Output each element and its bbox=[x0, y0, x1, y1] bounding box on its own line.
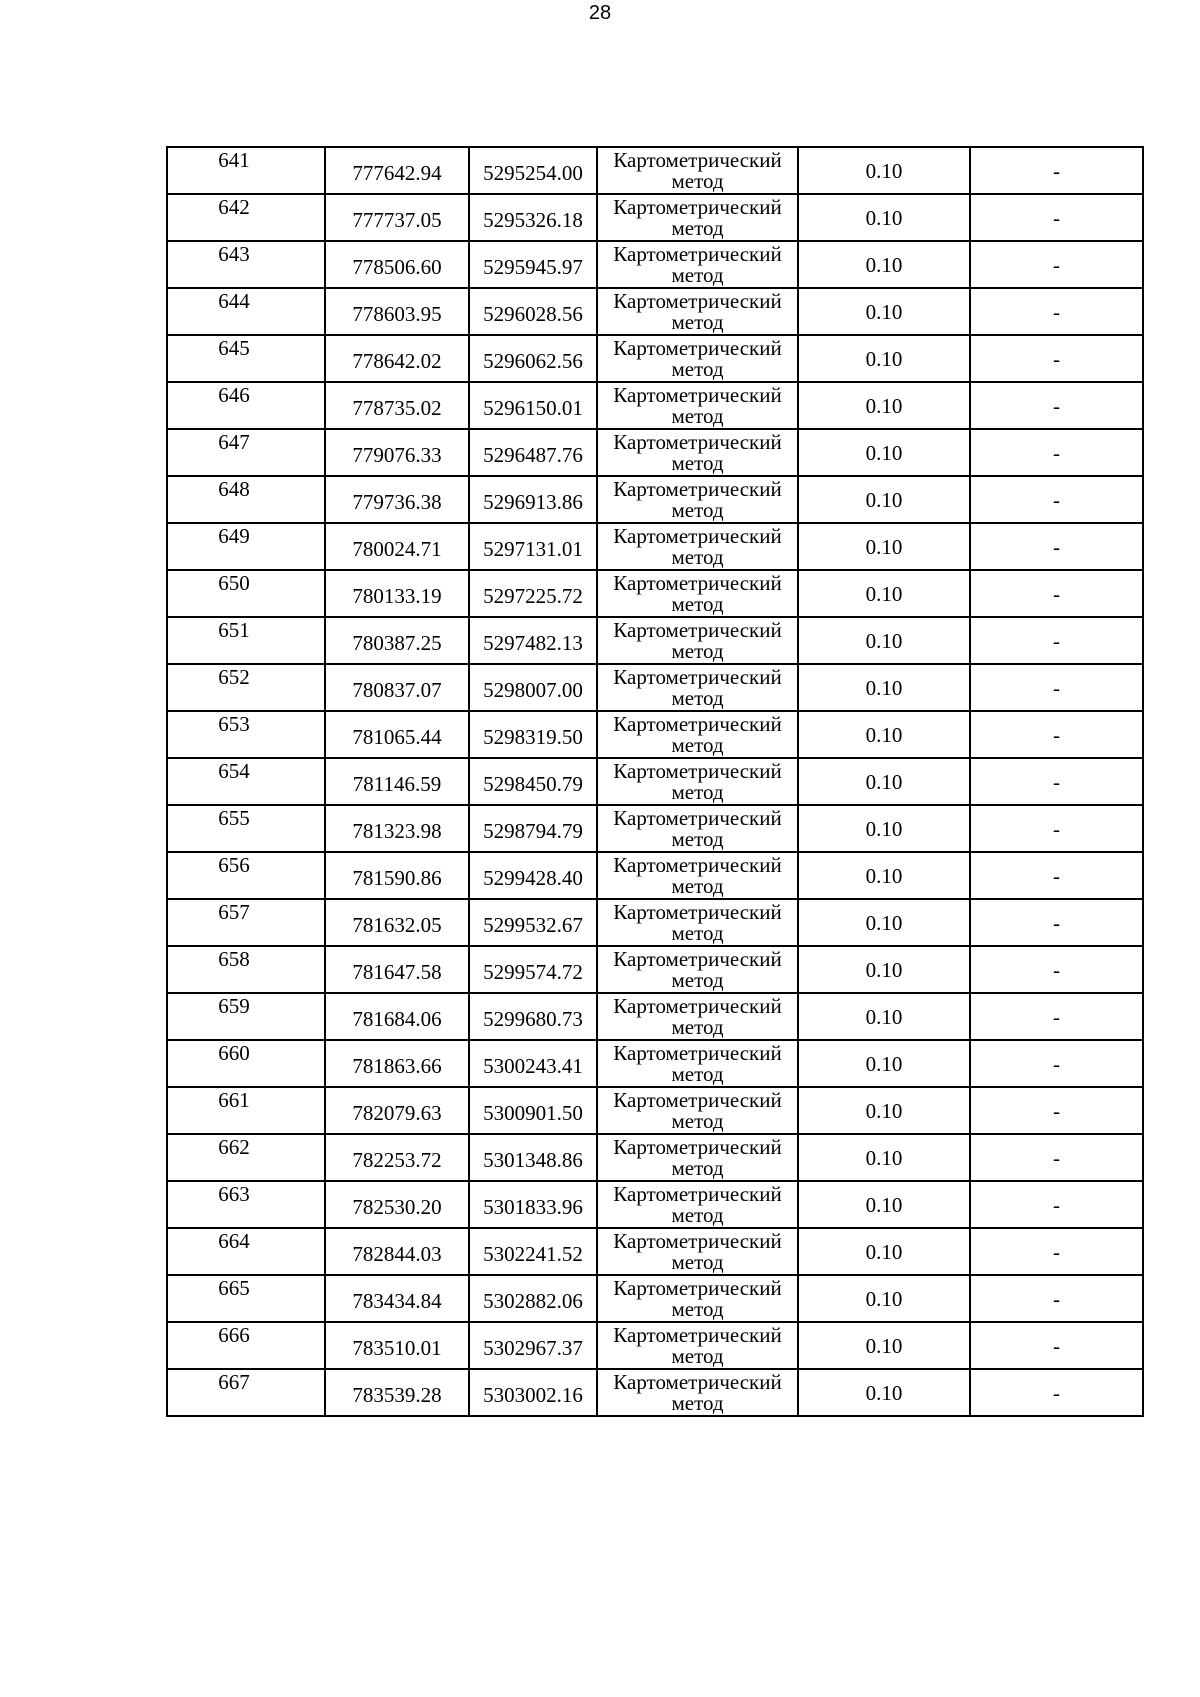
method-line-2: метод bbox=[671, 168, 724, 193]
point-number: 652 bbox=[218, 665, 250, 689]
note-value: - bbox=[970, 570, 1143, 617]
point-number: 645 bbox=[218, 336, 250, 360]
note-value: - bbox=[970, 899, 1143, 946]
point-number: 657 bbox=[218, 900, 250, 924]
point-number-cell bbox=[167, 852, 325, 899]
point-number-cell bbox=[167, 1040, 325, 1087]
point-number-cell bbox=[167, 288, 325, 335]
accuracy-value: 0.10 bbox=[798, 1369, 970, 1416]
method-line-1: Картометрический bbox=[613, 1228, 782, 1253]
note-value: - bbox=[970, 758, 1143, 805]
point-number: 643 bbox=[218, 242, 250, 266]
point-number: 650 bbox=[218, 571, 250, 595]
method-line-1: Картометрический bbox=[613, 194, 782, 219]
x-coordinate: 783510.01 bbox=[325, 1322, 469, 1369]
method-cell bbox=[597, 523, 798, 570]
method-line-1: Картометрический bbox=[613, 382, 782, 407]
table-row bbox=[167, 1322, 1143, 1369]
point-number-cell bbox=[167, 617, 325, 664]
x-coordinate: 781590.86 bbox=[325, 852, 469, 899]
accuracy-value: 0.10 bbox=[798, 288, 970, 335]
x-coordinate: 777642.94 bbox=[325, 147, 469, 194]
accuracy-value: 0.10 bbox=[798, 899, 970, 946]
method-cell bbox=[597, 1228, 798, 1275]
note-value: - bbox=[970, 1322, 1143, 1369]
note-value: - bbox=[970, 1087, 1143, 1134]
method-cell bbox=[597, 429, 798, 476]
method-line-1: Картометрический bbox=[613, 523, 782, 548]
x-coordinate: 781863.66 bbox=[325, 1040, 469, 1087]
method-line-2: метод bbox=[671, 356, 724, 381]
x-coordinate: 781632.05 bbox=[325, 899, 469, 946]
y-coordinate: 5303002.16 bbox=[469, 1369, 597, 1416]
point-number-cell bbox=[167, 335, 325, 382]
point-number: 654 bbox=[218, 759, 250, 783]
note-value: - bbox=[970, 194, 1143, 241]
y-coordinate: 5299680.73 bbox=[469, 993, 597, 1040]
point-number: 662 bbox=[218, 1135, 250, 1159]
method-line-2: метод bbox=[671, 497, 724, 522]
point-number: 663 bbox=[218, 1182, 250, 1206]
y-coordinate: 5296150.01 bbox=[469, 382, 597, 429]
method-cell bbox=[597, 476, 798, 523]
method-line-1: Картометрический bbox=[613, 1040, 782, 1065]
table-row bbox=[167, 852, 1143, 899]
table-row bbox=[167, 758, 1143, 805]
method-line-2: метод bbox=[671, 873, 724, 898]
method-cell bbox=[597, 617, 798, 664]
table-row bbox=[167, 1134, 1143, 1181]
method-line-2: метод bbox=[671, 967, 724, 992]
point-number: 655 bbox=[218, 806, 250, 830]
method-line-2: метод bbox=[671, 544, 724, 569]
y-coordinate: 5295326.18 bbox=[469, 194, 597, 241]
point-number-cell bbox=[167, 1228, 325, 1275]
y-coordinate: 5296062.56 bbox=[469, 335, 597, 382]
point-number: 660 bbox=[218, 1041, 250, 1065]
method-line-1: Картометрический bbox=[613, 1087, 782, 1112]
table-row bbox=[167, 1275, 1143, 1322]
point-number-cell bbox=[167, 1134, 325, 1181]
accuracy-value: 0.10 bbox=[798, 1087, 970, 1134]
x-coordinate: 782253.72 bbox=[325, 1134, 469, 1181]
x-coordinate: 782079.63 bbox=[325, 1087, 469, 1134]
note-value: - bbox=[970, 147, 1143, 194]
point-number: 651 bbox=[218, 618, 250, 642]
point-number: 647 bbox=[218, 430, 250, 454]
table-row bbox=[167, 805, 1143, 852]
table-row bbox=[167, 993, 1143, 1040]
x-coordinate: 778642.02 bbox=[325, 335, 469, 382]
accuracy-value: 0.10 bbox=[798, 805, 970, 852]
note-value: - bbox=[970, 1040, 1143, 1087]
x-coordinate: 780133.19 bbox=[325, 570, 469, 617]
point-number: 653 bbox=[218, 712, 250, 736]
method-cell bbox=[597, 1369, 798, 1416]
point-number: 642 bbox=[218, 195, 250, 219]
point-number-cell bbox=[167, 1181, 325, 1228]
method-cell bbox=[597, 1322, 798, 1369]
accuracy-value: 0.10 bbox=[798, 429, 970, 476]
x-coordinate: 783434.84 bbox=[325, 1275, 469, 1322]
method-line-2: метод bbox=[671, 779, 724, 804]
table-row bbox=[167, 899, 1143, 946]
x-coordinate: 782844.03 bbox=[325, 1228, 469, 1275]
table-row bbox=[167, 1228, 1143, 1275]
y-coordinate: 5297482.13 bbox=[469, 617, 597, 664]
y-coordinate: 5299532.67 bbox=[469, 899, 597, 946]
y-coordinate: 5297131.01 bbox=[469, 523, 597, 570]
x-coordinate: 777737.05 bbox=[325, 194, 469, 241]
y-coordinate: 5296913.86 bbox=[469, 476, 597, 523]
note-value: - bbox=[970, 382, 1143, 429]
y-coordinate: 5302241.52 bbox=[469, 1228, 597, 1275]
y-coordinate: 5296487.76 bbox=[469, 429, 597, 476]
point-number: 659 bbox=[218, 994, 250, 1018]
method-line-1: Картометрический bbox=[613, 852, 782, 877]
note-value: - bbox=[970, 664, 1143, 711]
point-number: 644 bbox=[218, 289, 250, 313]
note-value: - bbox=[970, 852, 1143, 899]
y-coordinate: 5296028.56 bbox=[469, 288, 597, 335]
point-number: 658 bbox=[218, 947, 250, 971]
note-value: - bbox=[970, 335, 1143, 382]
y-coordinate: 5301833.96 bbox=[469, 1181, 597, 1228]
point-number: 649 bbox=[218, 524, 250, 548]
method-line-1: Картометрический bbox=[613, 899, 782, 924]
point-number-cell bbox=[167, 711, 325, 758]
x-coordinate: 782530.20 bbox=[325, 1181, 469, 1228]
y-coordinate: 5297225.72 bbox=[469, 570, 597, 617]
method-cell bbox=[597, 382, 798, 429]
point-number-cell bbox=[167, 1275, 325, 1322]
method-line-1: Картометрический bbox=[613, 993, 782, 1018]
point-number-cell bbox=[167, 899, 325, 946]
accuracy-value: 0.10 bbox=[798, 1322, 970, 1369]
page-number: 28 bbox=[588, 2, 612, 24]
x-coordinate: 780024.71 bbox=[325, 523, 469, 570]
x-coordinate: 779736.38 bbox=[325, 476, 469, 523]
method-line-1: Картометрический bbox=[613, 476, 782, 501]
table-row bbox=[167, 1369, 1143, 1416]
accuracy-value: 0.10 bbox=[798, 758, 970, 805]
method-line-1: Картометрический bbox=[613, 946, 782, 971]
method-cell bbox=[597, 147, 798, 194]
coordinates-table bbox=[166, 146, 1144, 1417]
table-row bbox=[167, 664, 1143, 711]
x-coordinate: 780837.07 bbox=[325, 664, 469, 711]
method-line-2: метод bbox=[671, 1202, 724, 1227]
accuracy-value: 0.10 bbox=[798, 194, 970, 241]
method-cell bbox=[597, 711, 798, 758]
table-row bbox=[167, 288, 1143, 335]
y-coordinate: 5298319.50 bbox=[469, 711, 597, 758]
y-coordinate: 5302882.06 bbox=[469, 1275, 597, 1322]
y-coordinate: 5298794.79 bbox=[469, 805, 597, 852]
point-number: 656 bbox=[218, 853, 250, 877]
y-coordinate: 5298450.79 bbox=[469, 758, 597, 805]
method-cell bbox=[597, 1181, 798, 1228]
note-value: - bbox=[970, 429, 1143, 476]
method-line-1: Картометрический bbox=[613, 758, 782, 783]
accuracy-value: 0.10 bbox=[798, 993, 970, 1040]
table-row bbox=[167, 476, 1143, 523]
table-row bbox=[167, 335, 1143, 382]
point-number-cell bbox=[167, 476, 325, 523]
accuracy-value: 0.10 bbox=[798, 1228, 970, 1275]
method-line-2: метод bbox=[671, 1249, 724, 1274]
note-value: - bbox=[970, 1369, 1143, 1416]
method-line-2: метод bbox=[671, 1296, 724, 1321]
x-coordinate: 781647.58 bbox=[325, 946, 469, 993]
method-line-1: Картометрический bbox=[613, 1181, 782, 1206]
note-value: - bbox=[970, 1228, 1143, 1275]
accuracy-value: 0.10 bbox=[798, 852, 970, 899]
point-number-cell bbox=[167, 993, 325, 1040]
accuracy-value: 0.10 bbox=[798, 617, 970, 664]
method-line-2: метод bbox=[671, 685, 724, 710]
method-line-2: метод bbox=[671, 591, 724, 616]
table-row bbox=[167, 523, 1143, 570]
method-cell bbox=[597, 664, 798, 711]
y-coordinate: 5300243.41 bbox=[469, 1040, 597, 1087]
method-cell bbox=[597, 1087, 798, 1134]
accuracy-value: 0.10 bbox=[798, 664, 970, 711]
table-row bbox=[167, 570, 1143, 617]
accuracy-value: 0.10 bbox=[798, 476, 970, 523]
method-cell bbox=[597, 241, 798, 288]
point-number-cell bbox=[167, 1087, 325, 1134]
point-number: 661 bbox=[218, 1088, 250, 1112]
method-line-2: метод bbox=[671, 1390, 724, 1415]
method-line-1: Картометрический bbox=[613, 1322, 782, 1347]
x-coordinate: 779076.33 bbox=[325, 429, 469, 476]
table-row bbox=[167, 382, 1143, 429]
table-row bbox=[167, 617, 1143, 664]
y-coordinate: 5301348.86 bbox=[469, 1134, 597, 1181]
method-line-2: метод bbox=[671, 215, 724, 240]
method-line-2: метод bbox=[671, 732, 724, 757]
x-coordinate: 781146.59 bbox=[325, 758, 469, 805]
note-value: - bbox=[970, 1275, 1143, 1322]
method-line-2: метод bbox=[671, 1061, 724, 1086]
accuracy-value: 0.10 bbox=[798, 946, 970, 993]
x-coordinate: 778735.02 bbox=[325, 382, 469, 429]
point-number-cell bbox=[167, 570, 325, 617]
method-line-1: Картометрический bbox=[613, 1275, 782, 1300]
y-coordinate: 5302967.37 bbox=[469, 1322, 597, 1369]
accuracy-value: 0.10 bbox=[798, 335, 970, 382]
method-line-2: метод bbox=[671, 638, 724, 663]
table-row bbox=[167, 711, 1143, 758]
method-cell bbox=[597, 1040, 798, 1087]
point-number-cell bbox=[167, 664, 325, 711]
point-number: 665 bbox=[218, 1276, 250, 1300]
table-row bbox=[167, 147, 1143, 194]
accuracy-value: 0.10 bbox=[798, 241, 970, 288]
method-cell bbox=[597, 194, 798, 241]
point-number-cell bbox=[167, 1322, 325, 1369]
method-cell bbox=[597, 335, 798, 382]
point-number-cell bbox=[167, 758, 325, 805]
method-line-2: метод bbox=[671, 262, 724, 287]
method-line-2: метод bbox=[671, 826, 724, 851]
accuracy-value: 0.10 bbox=[798, 1134, 970, 1181]
accuracy-value: 0.10 bbox=[798, 1040, 970, 1087]
table-body bbox=[167, 147, 1143, 1416]
accuracy-value: 0.10 bbox=[798, 1275, 970, 1322]
method-line-1: Картометрический bbox=[613, 429, 782, 454]
point-number: 667 bbox=[218, 1370, 250, 1394]
method-line-1: Картометрический bbox=[613, 570, 782, 595]
table-row bbox=[167, 241, 1143, 288]
point-number: 666 bbox=[218, 1323, 250, 1347]
accuracy-value: 0.10 bbox=[798, 1181, 970, 1228]
accuracy-value: 0.10 bbox=[798, 523, 970, 570]
note-value: - bbox=[970, 805, 1143, 852]
point-number-cell bbox=[167, 946, 325, 993]
method-line-2: метод bbox=[671, 1155, 724, 1180]
method-line-1: Картометрический bbox=[613, 664, 782, 689]
method-line-1: Картометрический bbox=[613, 805, 782, 830]
method-line-1: Картометрический bbox=[613, 1369, 782, 1394]
note-value: - bbox=[970, 288, 1143, 335]
note-value: - bbox=[970, 617, 1143, 664]
accuracy-value: 0.10 bbox=[798, 382, 970, 429]
method-cell bbox=[597, 946, 798, 993]
note-value: - bbox=[970, 523, 1143, 570]
x-coordinate: 781065.44 bbox=[325, 711, 469, 758]
point-number-cell bbox=[167, 805, 325, 852]
note-value: - bbox=[970, 711, 1143, 758]
method-line-2: метод bbox=[671, 920, 724, 945]
method-cell bbox=[597, 899, 798, 946]
method-line-1: Картометрический bbox=[613, 1134, 782, 1159]
method-line-2: метод bbox=[671, 1343, 724, 1368]
table-row bbox=[167, 1040, 1143, 1087]
note-value: - bbox=[970, 241, 1143, 288]
x-coordinate: 780387.25 bbox=[325, 617, 469, 664]
method-line-1: Картометрический bbox=[613, 335, 782, 360]
note-value: - bbox=[970, 476, 1143, 523]
note-value: - bbox=[970, 946, 1143, 993]
method-line-1: Картометрический bbox=[613, 147, 782, 172]
y-coordinate: 5295254.00 bbox=[469, 147, 597, 194]
method-line-1: Картометрический bbox=[613, 288, 782, 313]
point-number-cell bbox=[167, 429, 325, 476]
method-cell bbox=[597, 758, 798, 805]
y-coordinate: 5299428.40 bbox=[469, 852, 597, 899]
method-line-2: метод bbox=[671, 403, 724, 428]
table-row bbox=[167, 429, 1143, 476]
method-cell bbox=[597, 570, 798, 617]
point-number: 646 bbox=[218, 383, 250, 407]
table-row bbox=[167, 946, 1143, 993]
method-cell bbox=[597, 852, 798, 899]
method-line-1: Картометрический bbox=[613, 711, 782, 736]
note-value: - bbox=[970, 1181, 1143, 1228]
method-line-2: метод bbox=[671, 309, 724, 334]
table-row bbox=[167, 1181, 1143, 1228]
method-line-2: метод bbox=[671, 1108, 724, 1133]
accuracy-value: 0.10 bbox=[798, 147, 970, 194]
x-coordinate: 781323.98 bbox=[325, 805, 469, 852]
point-number-cell bbox=[167, 241, 325, 288]
method-cell bbox=[597, 288, 798, 335]
x-coordinate: 778506.60 bbox=[325, 241, 469, 288]
point-number-cell bbox=[167, 194, 325, 241]
y-coordinate: 5298007.00 bbox=[469, 664, 597, 711]
method-cell bbox=[597, 805, 798, 852]
point-number-cell bbox=[167, 147, 325, 194]
x-coordinate: 783539.28 bbox=[325, 1369, 469, 1416]
note-value: - bbox=[970, 993, 1143, 1040]
note-value: - bbox=[970, 1134, 1143, 1181]
x-coordinate: 781684.06 bbox=[325, 993, 469, 1040]
point-number-cell bbox=[167, 1369, 325, 1416]
x-coordinate: 778603.95 bbox=[325, 288, 469, 335]
method-cell bbox=[597, 1275, 798, 1322]
method-line-1: Картометрический bbox=[613, 241, 782, 266]
accuracy-value: 0.10 bbox=[798, 711, 970, 758]
point-number: 664 bbox=[218, 1229, 250, 1253]
method-cell bbox=[597, 993, 798, 1040]
method-cell bbox=[597, 1134, 798, 1181]
method-line-2: метод bbox=[671, 1014, 724, 1039]
accuracy-value: 0.10 bbox=[798, 570, 970, 617]
point-number-cell bbox=[167, 523, 325, 570]
y-coordinate: 5299574.72 bbox=[469, 946, 597, 993]
point-number: 641 bbox=[218, 148, 250, 172]
point-number-cell bbox=[167, 382, 325, 429]
table-row bbox=[167, 1087, 1143, 1134]
table-row bbox=[167, 194, 1143, 241]
method-line-1: Картометрический bbox=[613, 617, 782, 642]
point-number: 648 bbox=[218, 477, 250, 501]
method-line-2: метод bbox=[671, 450, 724, 475]
y-coordinate: 5295945.97 bbox=[469, 241, 597, 288]
y-coordinate: 5300901.50 bbox=[469, 1087, 597, 1134]
